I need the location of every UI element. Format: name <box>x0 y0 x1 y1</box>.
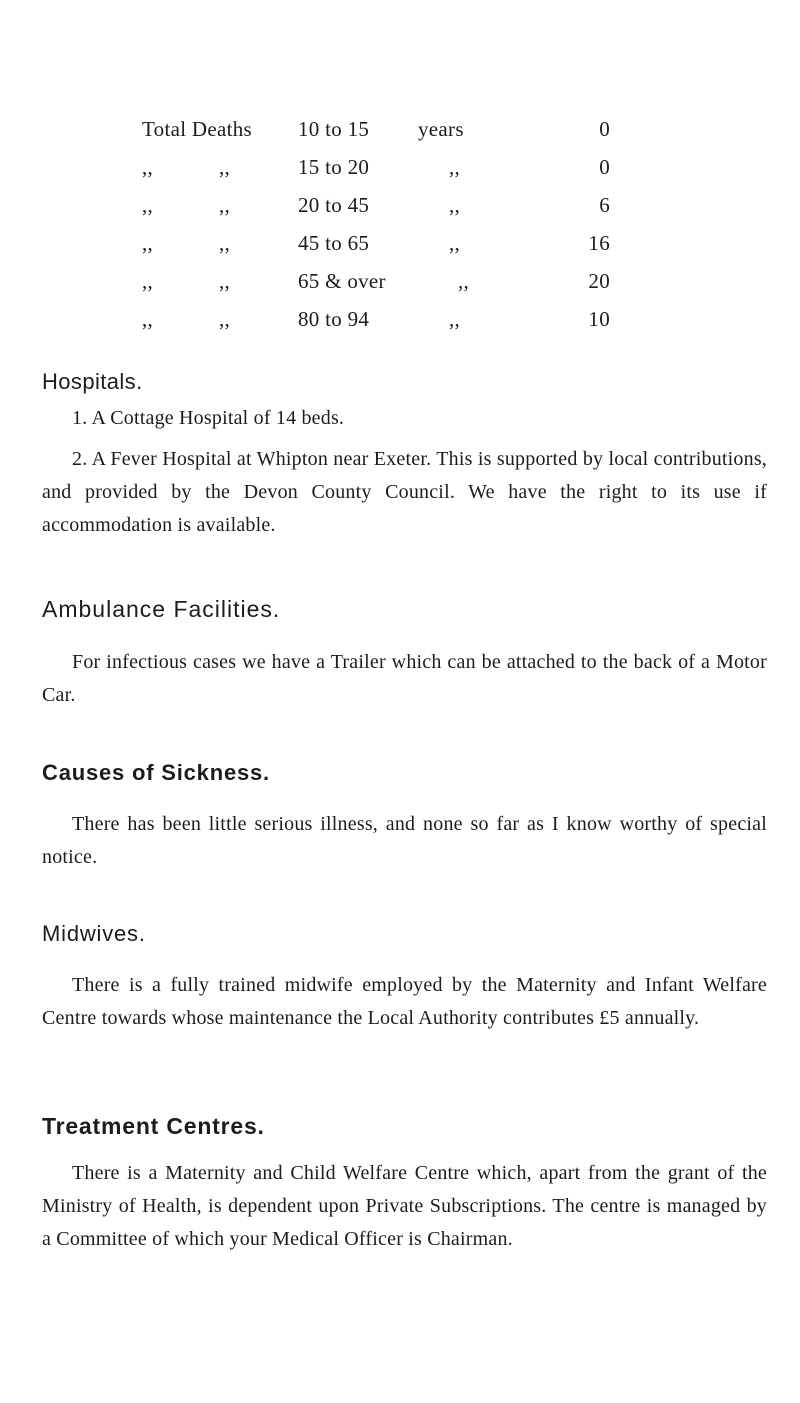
age-unit: years <box>418 117 464 141</box>
deaths-row <box>0 117 800 153</box>
age-range: 10 to 15 <box>298 117 370 141</box>
deaths-row <box>0 307 800 343</box>
death-count: 20 <box>588 269 610 293</box>
ditto-mark: ,, <box>219 269 231 293</box>
midwives-text: There is a fully trained midwife employed by the Maternity and Infant Welfare Centre towards whose maintenance the Local Authority contributes £5 annually. <box>42 974 767 1029</box>
hospitals-item-1: 1. A Cottage Hospital of 14 beds. <box>72 407 345 429</box>
ditto-mark: ,, <box>142 307 154 331</box>
ditto-mark: ,, <box>142 269 154 293</box>
sickness-heading: Causes of Sickness. <box>42 760 270 785</box>
deaths-row <box>0 155 800 191</box>
death-count: 0 <box>599 117 610 141</box>
age-range: 80 to 94 <box>298 307 370 331</box>
ditto-mark: ,, <box>142 193 154 217</box>
treatment-heading: Treatment Centres. <box>42 1113 265 1139</box>
deaths-row <box>0 231 800 267</box>
ambulance-heading: Ambulance Facilities. <box>42 596 281 622</box>
deaths-row <box>0 269 800 305</box>
hospitals-heading: Hospitals. <box>42 369 143 394</box>
age-range: 45 to 65 <box>298 231 370 255</box>
death-count: 0 <box>599 155 610 179</box>
deaths-label: Total Deaths <box>142 117 253 141</box>
ditto-mark: ,, <box>219 307 231 331</box>
ditto-mark: ,, <box>449 307 461 331</box>
age-range: 20 to 45 <box>298 193 370 217</box>
ditto-mark: ,, <box>449 231 461 255</box>
ditto-mark: ,, <box>219 231 231 255</box>
midwives-heading: Midwives. <box>42 921 146 946</box>
age-range: 15 to 20 <box>298 155 370 179</box>
ditto-mark: ,, <box>449 193 461 217</box>
death-count: 10 <box>588 307 610 331</box>
hospitals-item-2: 2. A Fever Hospital at Whipton near Exeter. This is supported by local contributions, and provided by the Devon County Council. We have the right to its use if accommodation is available. <box>42 448 767 536</box>
deaths-row <box>0 193 800 229</box>
death-count: 16 <box>588 231 610 255</box>
sickness-text: There has been little serious illness, and none so far as I know worthy of special notice. <box>42 813 767 868</box>
age-range: 65 & over <box>298 269 386 293</box>
ambulance-text: For infectious cases we have a Trailer which can be attached to the back of a Motor Car. <box>42 651 767 706</box>
ditto-mark: ,, <box>449 155 461 179</box>
ditto-mark: ,, <box>142 155 154 179</box>
death-count: 6 <box>599 193 610 217</box>
ditto-mark: ,, <box>458 269 470 293</box>
ditto-mark: ,, <box>219 193 231 217</box>
ditto-mark: ,, <box>142 231 154 255</box>
treatment-text: There is a Maternity and Child Welfare Centre which, apart from the grant of the Ministry of Health, is dependent upon Private Subscriptions. The centre is managed by a Committee of which your Medical Officer is Chairman. <box>42 1162 767 1250</box>
ditto-mark: ,, <box>219 155 231 179</box>
